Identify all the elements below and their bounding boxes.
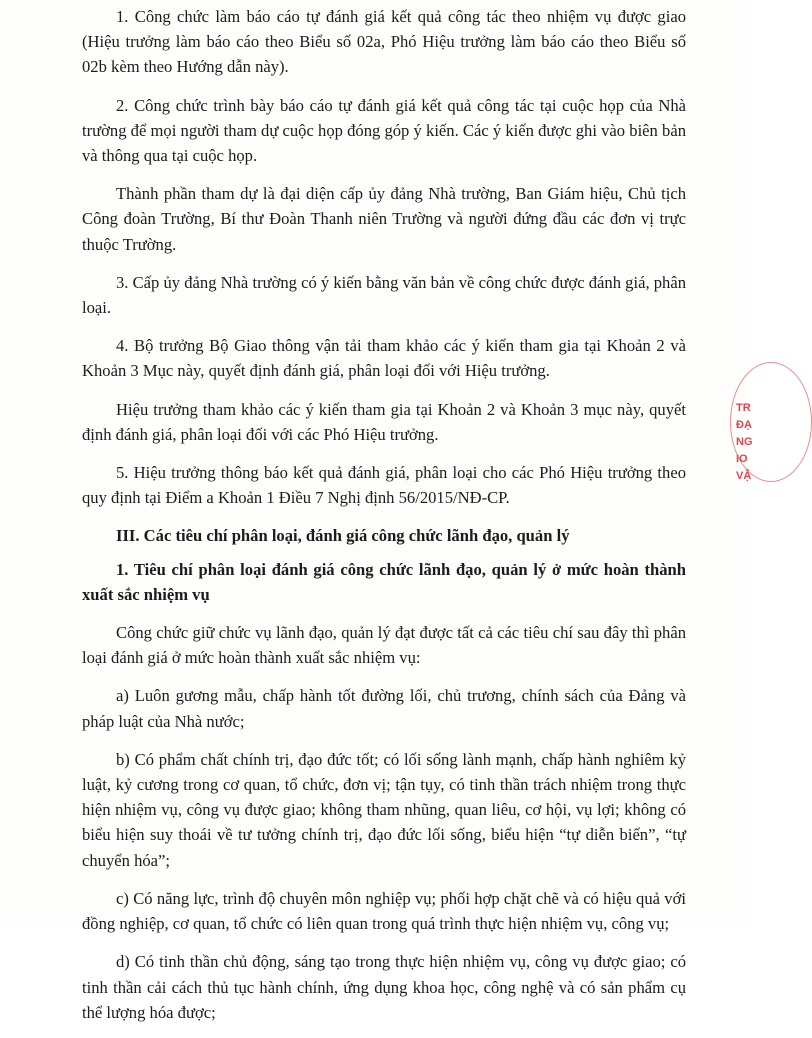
- paragraph-criterion-b: b) Có phẩm chất chính trị, đạo đức tốt; có lối sống lành mạnh, chấp hành nghiêm kỷ luật, kỷ cương trong cơ quan, tổ chức, đơn vị; tận tụy, có tinh thần trách nhiệm trong thực hiện nhiệm vụ, công vụ được giao; không tham nhũng, quan liêu, cơ hội, vụ lợi; không có biểu hiện suy thoái về tư tưởng chính trị, đạo đức lối sống, biểu hiện “tự diễn biến”, “tự chuyển hóa”;: [82, 749, 686, 870]
- paragraph-criterion-d: d) Có tinh thần chủ động, sáng tạo trong thực hiện nhiệm vụ, công vụ được giao; có tinh thần cải cách thủ tục hành chính, ứng dụng khoa học, công nghệ và có sản phẩm cụ thể lượng hóa được;: [82, 952, 686, 1022]
- paragraph-criterion-c: c) Có năng lực, trình độ chuyên môn nghiệp vụ; phối hợp chặt chẽ và có hiệu quả với đồng nghiệp, cơ quan, tổ chức có liên quan trong quá trình thực hiện nhiệm vụ, công vụ;: [82, 888, 686, 934]
- stamp-line: ĐẠ: [736, 419, 752, 431]
- paragraph-item-2: 2. Công chức trình bày báo cáo tự đánh giá kết quả công tác tại cuộc họp của Nhà trường để mọi người tham dự cuộc họp đóng góp ý kiến. Các ý kiến được ghi vào biên bản và thông qua tại cuộc họp.: [82, 95, 686, 166]
- stamp-text: [736, 400, 753, 485]
- paragraph-item-1: 1. Công chức làm báo cáo tự đánh giá kết quả công tác theo nhiệm vụ được giao (Hiệu trưởng làm báo cáo theo Biểu số 02a, Phó Hiệu trưởng làm báo cáo theo Biểu số 02b kèm theo Hướng dẫn này).: [82, 7, 686, 77]
- paragraph-criteria-intro: Công chức giữ chức vụ lãnh đạo, quản lý đạt được tất cả các tiêu chí sau đây thì phân loại đánh giá ở mức hoàn thành xuất sắc nhiệm vụ:: [82, 623, 686, 668]
- red-seal-stamp: [726, 362, 766, 480]
- paragraph-principal-reference: Hiệu trưởng tham khảo các ý kiến tham gia tại Khoản 2 và Khoản 3 mục này, quyết định đánh giá, phân loại đối với các Phó Hiệu trưởng.: [82, 399, 686, 444]
- subsection-heading-1: 1. Tiêu chí phân loại đánh giá công chức lãnh đạo, quản lý ở mức hoàn thành xuất sắc nhiệm vụ: [82, 559, 686, 604]
- paragraph-item-3: 3. Cấp ủy đảng Nhà trường có ý kiến bằng văn bản về công chức được đánh giá, phân loại.: [82, 272, 686, 318]
- stamp-line: VẬ: [736, 470, 752, 482]
- paragraph-criterion-a: a) Luôn gương mẫu, chấp hành tốt đường lối, chủ trương, chính sách của Đảng và pháp luật của Nhà nước;: [82, 686, 686, 731]
- document-body: [82, 4, 686, 1038]
- paragraph-item-5: 5. Hiệu trưởng thông báo kết quả đánh giá, phân loại cho các Phó Hiệu trưởng theo quy định tại Điểm a Khoản 1 Điều 7 Nghị định 56/2015/NĐ-CP.: [82, 463, 686, 508]
- stamp-line: NG: [736, 436, 753, 448]
- stamp-line: TR: [736, 402, 751, 414]
- paragraph-item-4: 4. Bộ trưởng Bộ Giao thông vận tải tham khảo các ý kiến tham gia tại Khoản 2 và Khoản 3 Mục này, quyết định đánh giá, phân loại đối với Hiệu trưởng.: [82, 336, 686, 381]
- stamp-line: IO: [736, 453, 748, 465]
- section-heading-iii: III. Các tiêu chí phân loại, đánh giá công chức lãnh đạo, quản lý: [116, 526, 570, 546]
- paragraph-participants: Thành phần tham dự là đại diện cấp ủy đảng Nhà trường, Ban Giám hiệu, Chủ tịch Công đoàn Trường, Bí thư Đoàn Thanh niên Trường và người đứng đầu các đơn vị trực thuộc Trường.: [82, 184, 686, 254]
